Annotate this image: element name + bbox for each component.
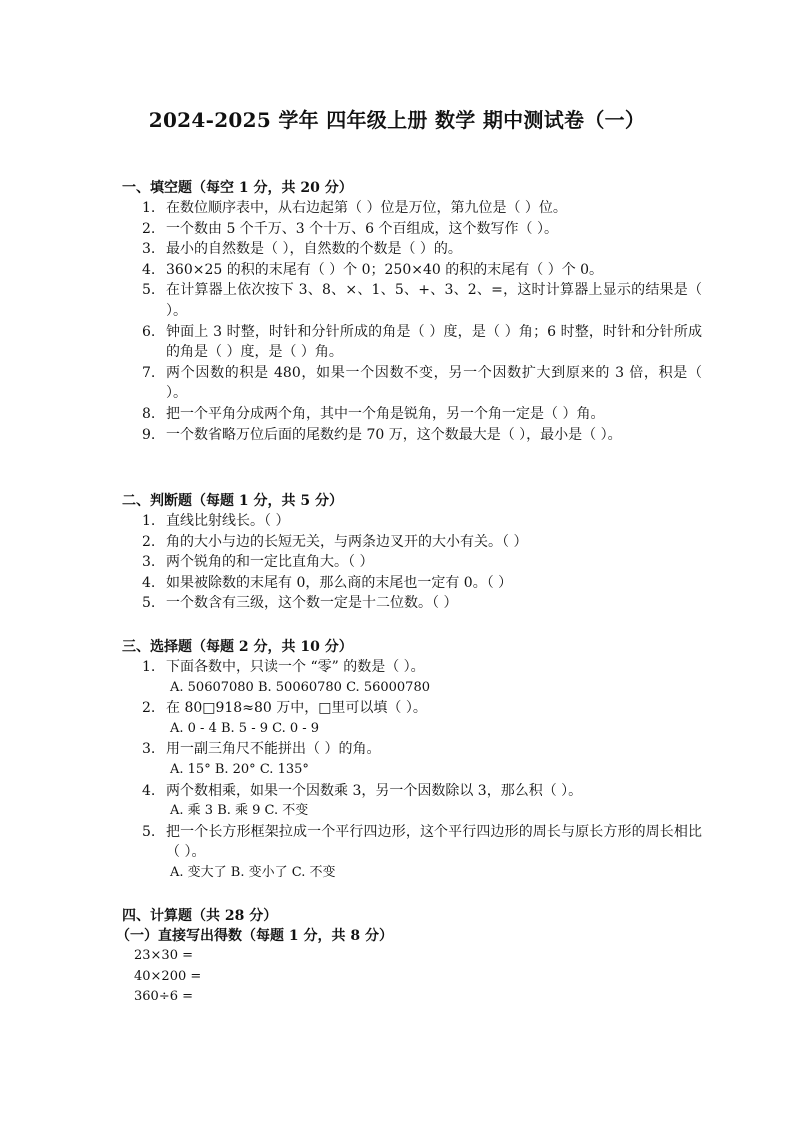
question-number: 4.	[142, 574, 156, 591]
calc-problem: 360÷6 =	[134, 989, 194, 1005]
question-item	[122, 552, 702, 573]
section-multiple-choice	[122, 637, 702, 884]
answer-options: A. 0 - 4 B. 5 - 9 C. 0 - 9	[170, 720, 320, 736]
question-item	[122, 280, 702, 321]
question-text: 在数位顺序表中，从右边起第（ ）位是万位，第九位是（ ）位。	[166, 200, 567, 216]
question-number: 6.	[142, 323, 156, 340]
question-number: 3.	[142, 741, 156, 758]
question-number: 1.	[142, 659, 156, 675]
question-text: 角的大小与边的长短无关，与两条边叉开的大小有关。（ ）	[166, 533, 528, 550]
calc-problem: 23×30 =	[134, 948, 194, 963]
question-text: 一个数由 5 个千万、3 个十万、6 个百组成，这个数写作（ ）。	[166, 220, 558, 237]
question-text: 在 80□918≈80 万中，□里可以填（ ）。	[166, 700, 427, 717]
answer-options: A. 15° B. 20° C. 135°	[170, 761, 309, 777]
question-item	[122, 511, 702, 532]
calc-problem: 40×200 =	[134, 968, 202, 984]
answer-options: A. 50607080 B. 50060780 C. 56000780	[170, 679, 430, 695]
question-text: 一个数省略万位后面的尾数约是 70 万，这个数最大是（ ），最小是（ ）。	[166, 426, 622, 443]
section-heading: 一、填空题（每空 1 分，共 20 分）	[122, 180, 353, 196]
question-item	[122, 657, 702, 678]
question-item	[122, 573, 702, 594]
question-number: 5.	[142, 595, 156, 612]
question-number: 5.	[142, 823, 156, 840]
question-item	[122, 404, 702, 425]
question-number: 8.	[142, 405, 156, 422]
answer-options: A. 乘 3 B. 乘 9 C. 不变	[170, 803, 309, 819]
question-text: 用一副三角尺不能拼出（ ）的角。	[166, 741, 381, 758]
question-number: 1.	[142, 200, 156, 216]
question-item	[122, 532, 702, 553]
question-item	[122, 425, 702, 446]
section-calculation	[116, 906, 702, 1008]
section-fill-in-blank	[122, 178, 702, 445]
question-item	[122, 322, 702, 363]
question-number: 3.	[142, 241, 156, 258]
question-text: 把一个平角分成两个角，其中一个角是锐角，另一个角一定是（ ）角。	[166, 405, 605, 422]
question-item	[122, 363, 702, 404]
question-number: 2.	[142, 220, 156, 237]
question-text: 下面各数中，只读一个 “零” 的数是（ ）。	[166, 659, 425, 675]
question-number: 4.	[142, 261, 156, 278]
question-text: 两个数相乘，如果一个因数乘 3，另一个因数除以 3，那么积（ ）。	[166, 782, 583, 799]
question-text: 360×25 的积的末尾有（ ）个 0；250×40 的积的末尾有（ ）个 0。	[166, 261, 604, 278]
question-number: 2.	[142, 533, 156, 550]
question-number: 3.	[142, 554, 156, 571]
question-number: 7.	[142, 364, 156, 381]
section-heading: 三、选择题（每题 2 分，共 10 分）	[122, 639, 353, 655]
question-text: 两个锐角的和一定比直角大。（ ）	[166, 554, 374, 571]
question-text: 一个数含有三级，这个数一定是十二位数。（ ）	[166, 595, 458, 612]
answer-options: A. 变大了 B. 变小了 C. 不变	[170, 864, 336, 880]
question-item	[122, 698, 702, 719]
section-true-false	[122, 491, 702, 614]
question-item	[122, 219, 702, 240]
question-item	[122, 781, 702, 802]
question-number: 1.	[142, 513, 156, 529]
question-number: 2.	[142, 700, 156, 717]
question-text: 如果被除数的末尾有 0，那么商的末尾也一定有 0。（ ）	[166, 574, 513, 591]
question-text: 两个因数的积是 480，如果一个因数不变，另一个因数扩大到原来的 3 倍，积是（ ）。	[166, 364, 702, 402]
sub-section-heading: （一）直接写出得数（每题 1 分，共 8 分）	[116, 928, 393, 944]
question-item	[122, 739, 702, 760]
question-text: 把一个长方形框架拉成一个平行四边形，这个平行四边形的周长与原长方形的周长相比（ ）。	[166, 823, 702, 861]
question-text: 直线比射线长。（ ）	[166, 513, 290, 529]
question-number: 9.	[142, 426, 156, 443]
question-item	[122, 198, 702, 219]
question-item	[122, 593, 702, 614]
question-text: 钟面上 3 时整，时针和分针所成的角是（ ）度，是（ ）角；6 时整，时针和分针所成的角是（ ）度，是（ ）角。	[166, 323, 702, 361]
question-item	[122, 239, 702, 260]
question-item	[122, 260, 702, 281]
question-number: 5.	[142, 282, 156, 299]
question-number: 4.	[142, 782, 156, 799]
question-text: 最小的自然数是（ ），自然数的个数是（ ）的。	[166, 241, 462, 258]
section-heading: 二、判断题（每题 1 分，共 5 分）	[122, 493, 343, 509]
question-item	[122, 822, 702, 863]
section-heading: 四、计算题（共 28 分）	[122, 908, 278, 924]
page-title: 2024-2025 学年 四年级上册 数学 期中测试卷（一）	[148, 108, 646, 132]
question-text: 在计算器上依次按下 3、8、×、1、5、+、3、2、=，这时计算器上显示的结果是（ ）。	[166, 282, 702, 319]
